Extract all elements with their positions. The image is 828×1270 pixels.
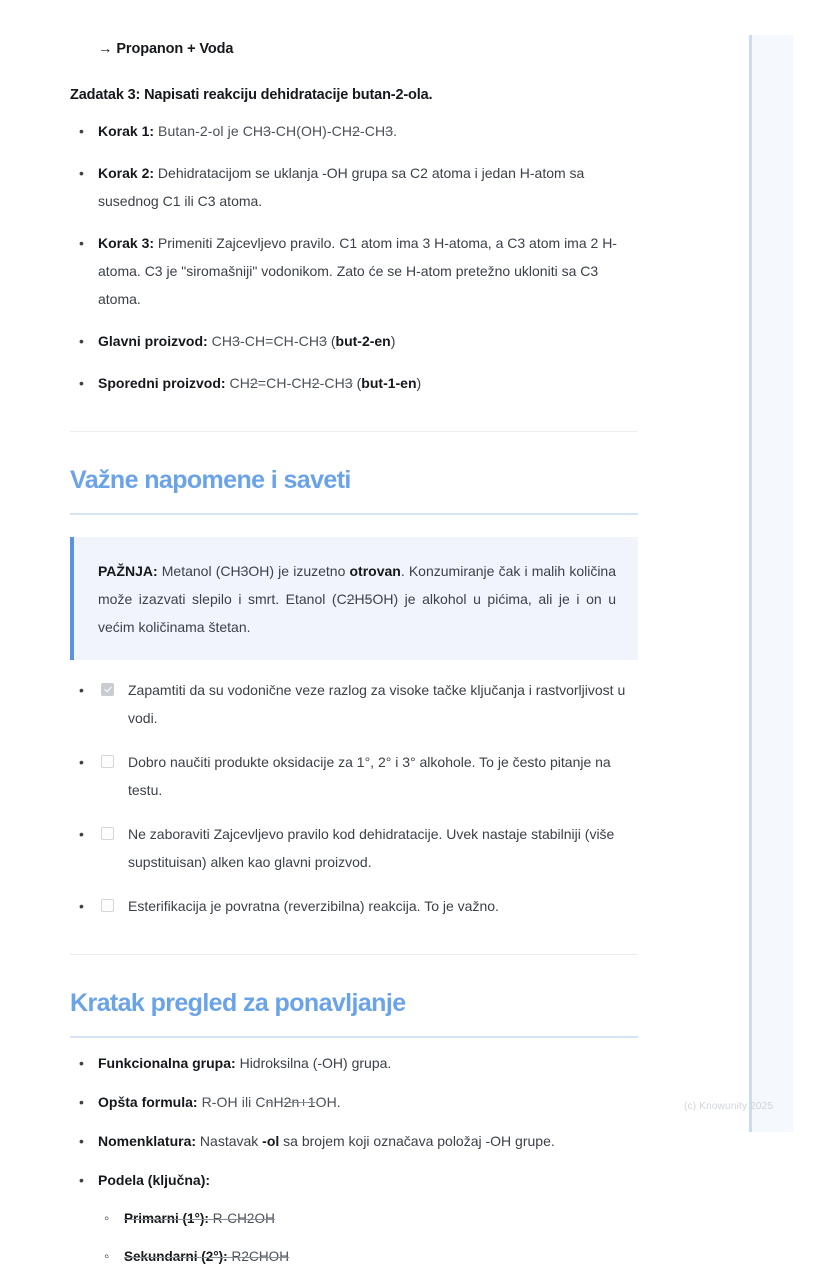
tips-checklist [70,676,638,920]
list-item-podela [70,1166,638,1270]
opsta-formula-post: OH. [315,1094,341,1110]
sekundarni-sub: 2 [241,1249,249,1264]
korak-1-text-d: . [393,123,398,139]
glavni-proizvod-label: Glavni proizvod: [98,333,208,349]
primarni-formula-pre: R-CH [208,1211,247,1226]
list-item-korak-1 [70,117,638,145]
warning-label: PAŽNJA: [98,563,158,579]
korak-1-text-c: -CH [360,123,386,139]
watermark: (c) Knowunity 2025 [684,1101,774,1112]
sporedni-sub-3: 3 [344,375,353,391]
nomenklatura-suffix: -ol [262,1133,280,1149]
checklist-item-text: Zapamtiti da su vodonične veze razlog za visoke tačke ključanja i rastvorljivost u vodi. [128,682,626,726]
list-item-checklist [70,748,638,804]
right-side-panel [752,35,793,1132]
sporedni-paren-open: ( [352,375,362,391]
warning-part-5: OH) je alkohol u pićima, ali je i on u većim količinama štetan. [98,591,616,635]
sporedni-formula-a: CH [225,375,250,391]
list-item-glavni-proizvod [70,327,638,355]
warning-bold-otrovan: otrovan [349,563,401,579]
podela-sublist [98,1205,638,1270]
sporedni-formula-b: =CH-CH [257,375,312,391]
korak-1-sub-3: 3 [385,123,394,139]
korak-1-text-b: -CH(OH)-CH [271,123,353,139]
primarni-sub: 2 [246,1211,255,1226]
warning-sub-1: 3 [240,563,249,579]
checklist-item-text: Ne zaboraviti Zajcevljevo pravilo kod dehidratacije. Uvek nastaje stabilniji (više supstituisan) alken kao glavni proizvod. [128,826,615,870]
opsta-formula-label: Opšta formula: [98,1094,198,1110]
korak-1-text-a: Butan-2-ol je CH [154,123,264,139]
glavni-formula-b: -CH=CH-CH [240,333,320,349]
checklist-item-text: Dobro naučiti produkte oksidacije za 1°, 2° i 3° alkohole. To je često pitanje na testu. [128,754,611,798]
opsta-formula-sub-n: n [265,1094,274,1110]
glavni-paren-open: ( [326,333,336,349]
sekundarni-formula-pre: R [227,1249,242,1264]
glavni-sub-1: 3 [232,333,240,349]
primarni-label: Primarni (1°): [124,1211,209,1226]
podela-label: Podela (ključna): [98,1172,211,1188]
review-list [70,1049,638,1270]
list-item-checklist [70,892,638,920]
sporedni-formula-c: -CH [319,375,345,391]
section-heading-vazne-napomene: Važne napomene i saveti [70,432,638,515]
checkbox-checked-icon[interactable] [101,683,114,696]
steps-list [70,117,638,397]
sporedni-naziv: but-1-en [361,375,417,391]
korak-1-sub-2: 2 [352,123,360,139]
warning-part-1: Metanol (CH [157,563,241,579]
glavni-paren-close: ) [390,333,396,349]
warning-part-4: H [354,591,365,607]
checkbox-unchecked-icon[interactable] [101,827,114,840]
korak-3-text: Primeniti Zajcevljevo pravilo. C1 atom ima 3 H-atoma, a C3 atom ima 2 H-atoma. C3 je "siromašniji" vodonikom. Zato će se H-atom pretežno ukloniti sa C3 atoma. [98,235,617,307]
sekundarni-formula-post: CHOH [248,1249,290,1264]
sporedni-sub-2: 2 [311,375,320,391]
checkbox-unchecked-icon[interactable] [101,899,114,912]
funkcionalna-grupa-label: Funkcionalna grupa: [98,1055,236,1071]
glavni-sub-2: 3 [319,333,327,349]
sekundarni-label: Sekundarni (2°): [124,1249,228,1264]
opsta-formula-mid: H [273,1094,284,1110]
primarni-formula-post: OH [254,1211,275,1226]
korak-3-label: Korak 3: [98,235,155,251]
nomenklatura-post: sa brojem koji označava položaj -OH grupe. [279,1133,555,1149]
checklist-item-text: Esterifikacija je povratna (reverzibilna) reakcija. To je važno. [128,898,499,914]
list-item-sporedni-proizvod [70,369,638,397]
list-item-korak-3 [70,229,638,313]
list-item-funkcionalna-grupa [70,1049,638,1077]
funkcionalna-grupa-text: Hidroksilna (-OH) grupa. [235,1055,392,1071]
opsta-formula-pre: R-OH ili C [197,1094,266,1110]
section-heading-kratak-pregled: Kratak pregled za ponavljanje [70,955,638,1038]
warning-callout-text [98,557,616,641]
warning-sub-2: 2 [346,591,355,607]
opsta-formula-sub-2n1: 2n+1 [283,1094,316,1110]
task-3-title: Zadatak 3: Napisati reakciju dehidratacije butan-2-ola. [70,87,433,103]
sporedni-sub-1: 2 [249,375,258,391]
list-item-korak-2 [70,159,638,215]
nomenklatura-label: Nomenklatura: [98,1133,197,1149]
korak-2-text: Dehidratacijom se uklanja -OH grupa sa C2 atoma i jedan H-atom sa susednog C1 ili C3 atoma. [98,165,585,209]
warning-sub-3: 5 [364,591,373,607]
korak-1-label: Korak 1: [98,123,155,139]
list-item-nomenklatura [70,1127,638,1155]
glavni-naziv: but-2-en [335,333,391,349]
warning-callout [70,537,638,660]
korak-1-sub-1: 3 [263,123,272,139]
checkbox-unchecked-icon[interactable] [101,755,114,768]
glavni-formula-a: CH [207,333,233,349]
list-item-sekundarni [98,1243,638,1270]
nomenklatura-pre: Nastavak [196,1133,263,1149]
warning-part-3: . Konzumiranje čak i malih količina može izazvati slepilo i smrt. Etanol (C [98,563,617,607]
list-item-checklist [70,820,638,876]
korak-2-label: Korak 2: [98,165,155,181]
list-item-checklist [70,676,638,732]
sporedni-paren-close: ) [416,375,422,391]
list-item-primarni [98,1205,638,1232]
reaction-arrow-line: → Propanon + Voda [98,41,234,57]
sporedni-proizvod-label: Sporedni proizvod: [98,375,226,391]
warning-part-2: OH) je izuzetno [248,563,350,579]
list-item-opsta-formula [70,1088,638,1116]
right-panel-edge-line [749,35,752,1132]
